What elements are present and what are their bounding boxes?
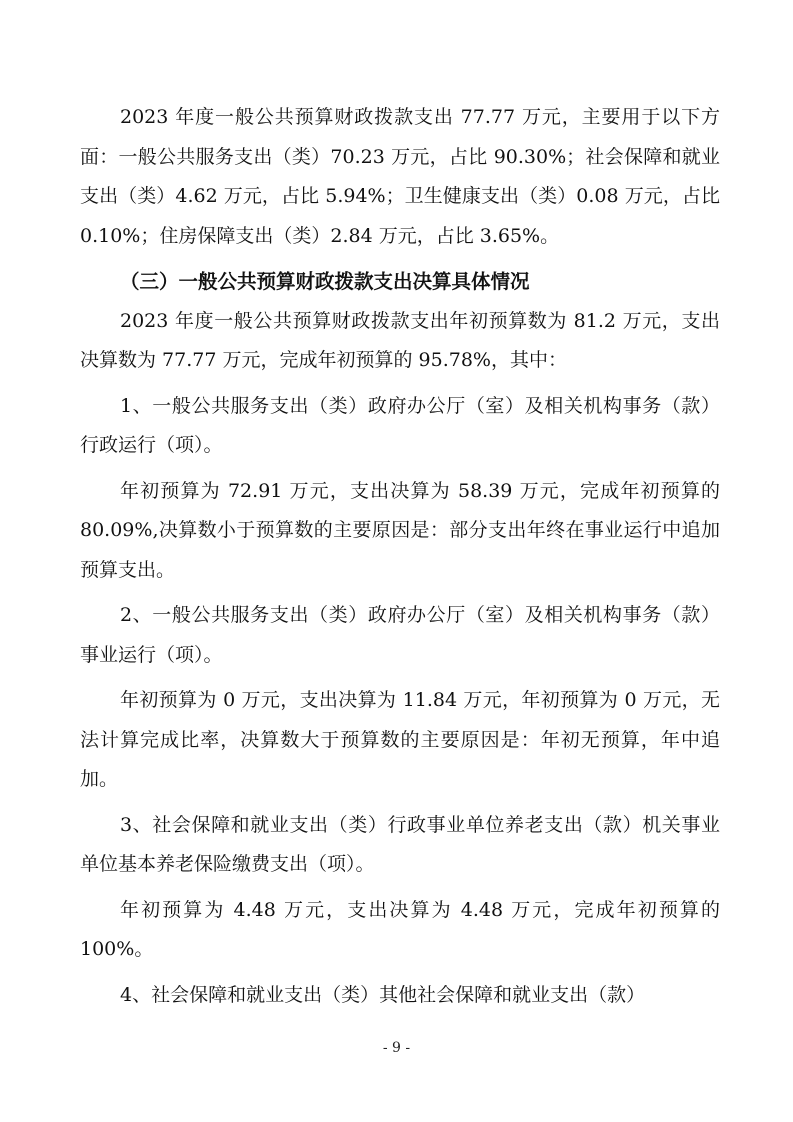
section-heading: （三）一般公共预算财政拨款支出决算具体情况	[120, 270, 530, 293]
page-number: - 9 -	[382, 1040, 411, 1056]
paragraph-item-1-title: 1、一般公共服务支出（类）政府办公厅（室）及相关机构事务（款）行政运行（项）。	[80, 394, 720, 456]
paragraph-item-3-title: 3、社会保障和就业支出（类）行政事业单位养老支出（款）机关事业单位基本养老保险缴费支出（项）。	[80, 813, 720, 875]
document-body	[80, 98, 720, 1015]
paragraph-item-2-detail: 年初预算为 0 万元，支出决算为 11.84 万元，年初预算为 0 万元，无法计算完成比率，决算数大于预算数的主要原因是：年初无预算，年中追加。	[80, 689, 720, 790]
paragraph-item-1-detail: 年初预算为 72.91 万元，支出决算为 58.39 万元，完成年初预算的 80.09%,决算数小于预算数的主要原因是：部分支出年终在事业运行中追加预算支出。	[80, 479, 720, 581]
paragraph-expenditure-summary: 2023 年度一般公共预算财政拨款支出 77.77 万元，主要用于以下方面：一般公共服务支出（类）70.23 万元，占比 90.30%；社会保障和就业支出（类）4.62 万元，占比 5.94%；卫生健康支出（类）0.08 万元，占比 0.10%；住房保障支出（类）2.84 万元，占比 3.65%。	[80, 106, 720, 247]
paragraph-item-3-detail: 年初预算为 4.48 万元，支出决算为 4.48 万元，完成年初预算的 100%。	[80, 898, 720, 960]
paragraph-item-4-title: 4、社会保障和就业支出（类）其他社会保障和就业支出（款）	[120, 983, 646, 1006]
paragraph-budget-overview: 2023 年度一般公共预算财政拨款支出年初预算数为 81.2 万元，支出决算数为 77.77 万元，完成年初预算的 95.78%，其中：	[80, 309, 720, 371]
paragraph-item-2-title: 2、一般公共服务支出（类）政府办公厅（室）及相关机构事务（款）事业运行（项）。	[80, 604, 720, 666]
